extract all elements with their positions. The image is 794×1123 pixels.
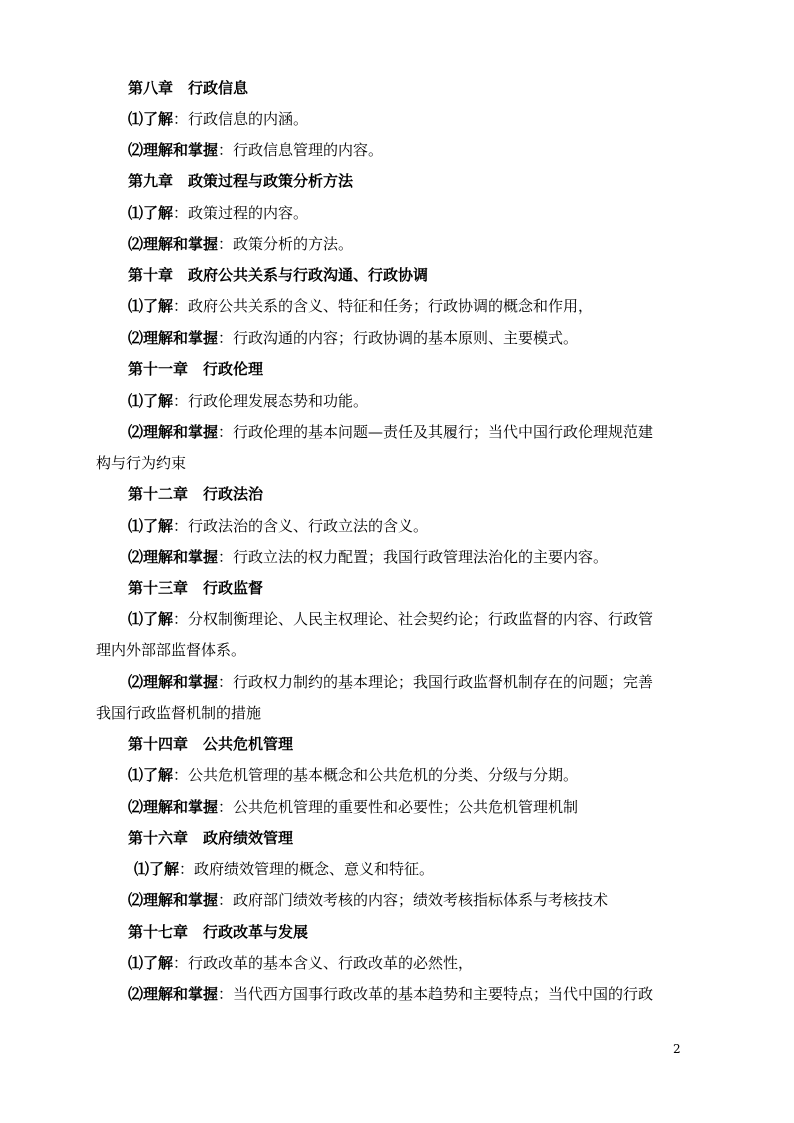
item-label: ⑵理解和掌握 (128, 798, 219, 816)
chapter-title: 行政改革与发展 (203, 923, 309, 941)
item-label: ⑵理解和掌握 (128, 985, 219, 1003)
list-item-continuation: 理内外部部监督体系。 (96, 641, 247, 659)
item-label: ⑴了解 (128, 392, 174, 410)
list-item (134, 859, 734, 879)
list-item (128, 391, 728, 411)
list-item (128, 516, 728, 536)
item-text: ：公共危机管理的基本概念和公共危机的分类、分级与分期。 (173, 766, 579, 784)
list-item (128, 609, 728, 629)
chapter-number: 第十二章 (128, 485, 189, 503)
item-label: ⑴了解 (134, 860, 180, 878)
item-label: ⑵理解和掌握 (128, 423, 219, 441)
chapter-title: 政策过程与政策分析方法 (188, 172, 354, 190)
chapter-heading (128, 78, 728, 98)
chapter-number: 第十六章 (128, 829, 189, 847)
list-item (128, 953, 728, 973)
item-text: ：行政沟通的内容；行政协调的基本原则、主要模式。 (218, 329, 579, 347)
chapter-number: 第十七章 (128, 923, 189, 941)
item-text: ：行政伦理发展态势和功能。 (173, 392, 369, 410)
chapter-number: 第九章 (128, 172, 174, 190)
item-text: ：政府公共关系的含义、特征和任务；行政协调的概念和作用， (173, 297, 594, 315)
item-text: ：公共危机管理的重要性和必要性；公共危机管理机制 (218, 798, 579, 816)
item-label: ⑴了解 (128, 297, 174, 315)
list-item (128, 140, 728, 160)
item-text: ：行政信息的内涵。 (173, 110, 309, 128)
item-label: ⑴了解 (128, 110, 174, 128)
chapter-number: 第十一章 (128, 360, 189, 378)
item-text: ：政策分析的方法。 (218, 235, 354, 253)
list-item (128, 890, 728, 910)
chapter-title: 政府绩效管理 (203, 829, 294, 847)
item-label: ⑵理解和掌握 (128, 141, 219, 159)
item-text: ：行政权力制约的基本理论；我国行政监督机制存在的问题；完善 (218, 673, 654, 691)
item-text: ：政府部门绩效考核的内容；绩效考核指标体系与考核技术 (218, 891, 609, 909)
item-label: ⑴了解 (128, 766, 174, 784)
list-item (128, 984, 728, 1004)
item-text: ：行政法治的含义、行政立法的含义。 (173, 517, 429, 535)
chapter-heading (128, 359, 728, 379)
list-item (128, 296, 728, 316)
item-label: ⑵理解和掌握 (128, 891, 219, 909)
item-label: ⑵理解和掌握 (128, 673, 219, 691)
item-label: ⑵理解和掌握 (128, 329, 219, 347)
chapter-heading (128, 484, 728, 504)
list-item (128, 203, 728, 223)
chapter-heading (128, 265, 728, 285)
list-item (128, 547, 728, 567)
item-text: ：行政伦理的基本问题—责任及其履行；当代中国行政伦理规范建 (218, 423, 654, 441)
item-text: ：行政信息管理的内容。 (218, 141, 384, 159)
chapter-title: 行政法治 (203, 485, 264, 503)
list-item (128, 422, 728, 442)
item-text: ：当代西方国事行政改革的基本趋势和主要特点；当代中国的行政 (218, 985, 654, 1003)
item-label: ⑵理解和掌握 (128, 548, 219, 566)
list-item (128, 328, 728, 348)
page-number: 2 (673, 1042, 681, 1056)
item-text: ：政策过程的内容。 (173, 204, 309, 222)
item-label: ⑵理解和掌握 (128, 235, 219, 253)
chapter-heading (128, 578, 728, 598)
chapter-title: 行政监督 (203, 579, 264, 597)
item-label: ⑴了解 (128, 517, 174, 535)
chapter-number: 第八章 (128, 79, 174, 97)
list-item (128, 234, 728, 254)
item-label: ⑴了解 (128, 954, 174, 972)
list-item-continuation: 构与行为约束 (96, 454, 187, 472)
list-item-continuation: 我国行政监督机制的措施 (96, 704, 262, 722)
chapter-title: 行政伦理 (203, 360, 264, 378)
chapter-heading (128, 734, 728, 754)
item-label: ⑴了解 (128, 610, 174, 628)
item-text: ：行政立法的权力配置；我国行政管理法治化的主要内容。 (218, 548, 609, 566)
list-item (128, 797, 728, 817)
chapter-number: 第十四章 (128, 735, 189, 753)
list-item (128, 765, 728, 785)
chapter-title: 政府公共关系与行政沟通、行政协调 (188, 266, 429, 284)
item-text: ：分权制衡理论、人民主权理论、社会契约论；行政监督的内容、行政管 (173, 610, 654, 628)
chapter-heading (128, 828, 728, 848)
item-label: ⑴了解 (128, 204, 174, 222)
chapter-number: 第十三章 (128, 579, 189, 597)
list-item (128, 672, 728, 692)
chapter-heading (128, 922, 728, 942)
chapter-heading (128, 171, 728, 191)
chapter-title: 行政信息 (188, 79, 249, 97)
list-item (128, 109, 728, 129)
item-text: ：政府绩效管理的概念、意义和特征。 (179, 860, 435, 878)
chapter-title: 公共危机管理 (203, 735, 294, 753)
item-text: ：行政改革的基本含义、行政改革的必然性， (173, 954, 474, 972)
chapter-number: 第十章 (128, 266, 174, 284)
